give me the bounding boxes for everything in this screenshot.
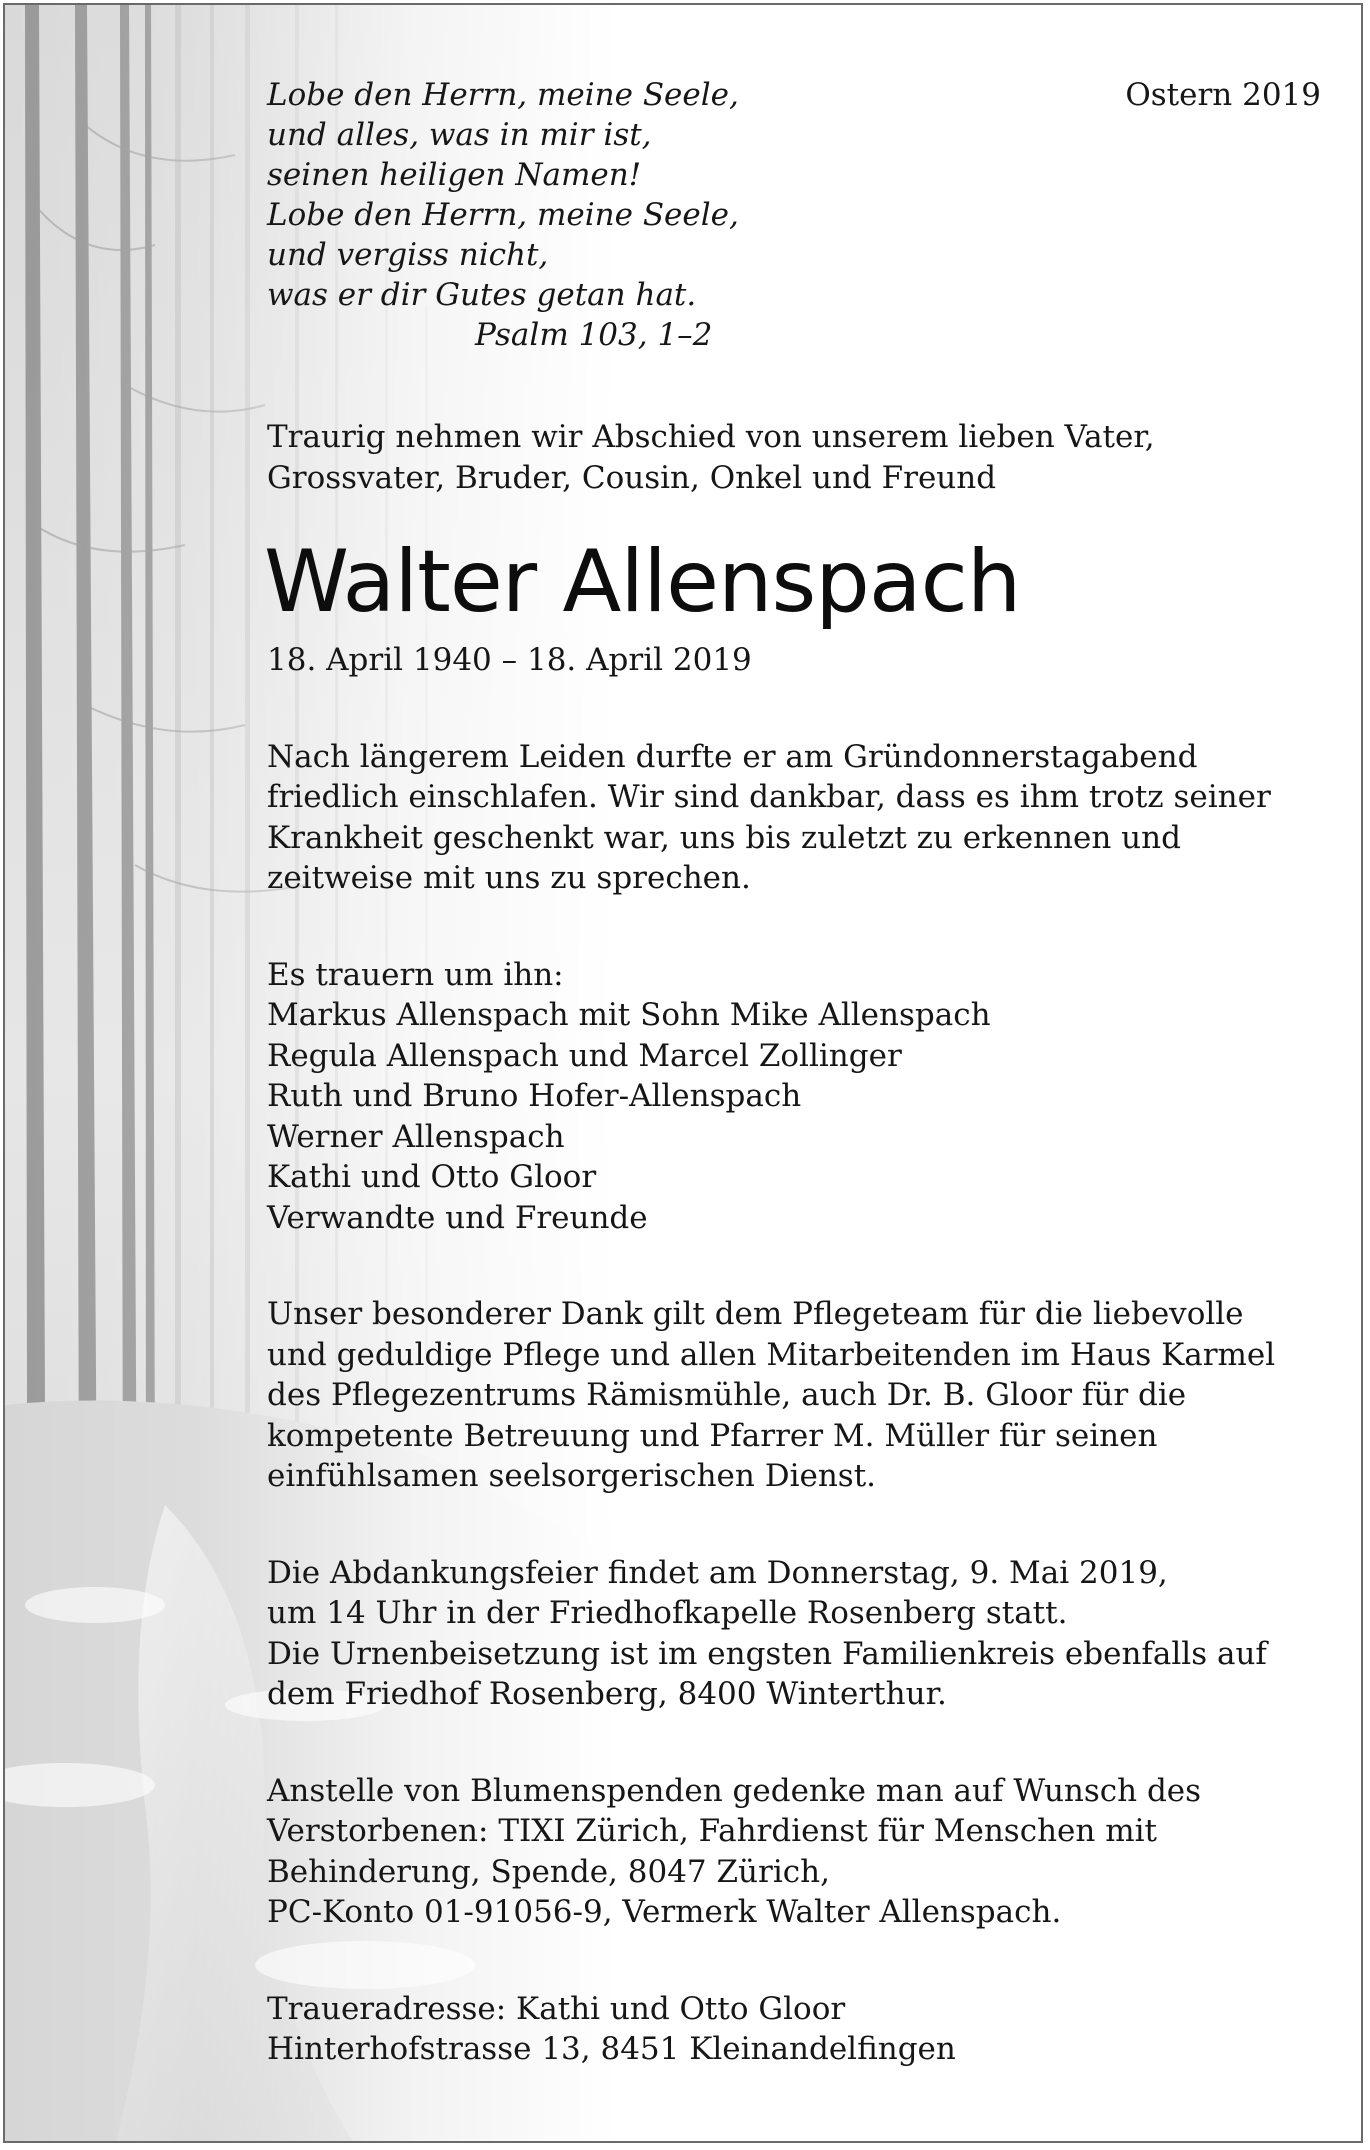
bible-verse [267,75,1307,355]
mourner-name: Kathi und Otto Gloor [267,1159,597,1195]
mourners-heading: Es trauern um ihn: [267,956,564,993]
mourner-name: Regula Allenspach und Marcel Zollinger [267,1037,902,1074]
ceremony-text [267,1553,1307,1715]
thanks-line: des Pflegezentrums Rämismühle, auch Dr. B. Gloor für die [267,1377,1187,1413]
verse-reference: Psalm 103, 1–2 [475,317,713,353]
address-line: Hinterhofstrasse 13, 8451 Kleinandelfingen [267,2031,956,2067]
passing-line: friedlich einschlafen. Wir sind dankbar, dass es ihm trotz seiner [267,779,1271,815]
verse-line: und alles, was in mir ist, [267,117,652,153]
obituary-card [3,3,1363,2143]
passing-text [267,737,1307,899]
verse-line: was er dir Gutes getan hat. [267,277,697,313]
intro-text [267,417,1307,498]
thanks-line: kompetente Betreuung und Pfarrer M. Müller für seinen [267,1417,1158,1454]
address-line: Traueradresse: Kathi und Otto Gloor [267,1990,846,2027]
donation-text [267,1771,1307,1933]
thanks-line: einfühlsamen seelsorgerischen Dienst. [267,1458,877,1494]
thanks-line: und geduldige Pflege und allen Mitarbeitenden im Haus Karmel [267,1336,1276,1373]
ceremony-line: um 14 Uhr in der Friedhofkapelle Rosenberg statt. [267,1595,1068,1631]
obituary-content [264,75,1307,2070]
ceremony-line: dem Friedhof Rosenberg, 8400 Winterthur. [267,1676,947,1712]
mourner-name: Ruth und Bruno Hofer-Allenspach [267,1078,802,1114]
passing-line: Nach längerem Leiden durfte er am Gründonnerstagabend [267,738,1198,775]
ceremony-line: Die Abdankungsfeier findet am Donnerstag, 9. Mai 2019, [267,1554,1168,1591]
passing-line: zeitweise mit uns zu sprechen. [267,860,751,896]
mourners-list [267,955,1307,1239]
verse-line: Lobe den Herrn, meine Seele, [267,77,739,113]
deceased-name: Walter Allenspach [264,532,1021,632]
mourner-name: Verwandte und Freunde [267,1199,648,1236]
verse-line: und vergiss nicht, [267,237,549,273]
thanks-text [267,1294,1307,1497]
thanks-line: Unser besonderer Dank gilt dem Pflegeteam für die liebevolle [267,1296,1244,1332]
verse-line: seinen heiligen Namen! [267,157,642,193]
donation-line: Anstelle von Blumenspenden gedenke man auf Wunsch des [267,1772,1202,1809]
mourner-name: Werner Allenspach [267,1118,565,1155]
donation-line: PC-Konto 01-91056-9, Vermerk Walter Allenspach. [267,1894,1062,1930]
intro-line: Traurig nehmen wir Abschied von unserem lieben Vater, [267,419,1155,455]
mourning-address [267,1989,1307,2070]
verse-line: Lobe den Herrn, meine Seele, [267,197,739,233]
mourner-name: Markus Allenspach mit Sohn Mike Allenspach [267,997,991,1033]
passing-line: Krankheit geschenkt war, uns bis zuletzt zu erkennen und [267,819,1181,856]
ceremony-line: Die Urnenbeisetzung ist im engsten Familienkreis ebenfalls auf [267,1635,1267,1672]
donation-line: Behinderung, Spende, 8047 Zürich, [267,1853,830,1890]
donation-line: Verstorbenen: TIXI Zürich, Fahrdienst für Menschen mit [267,1813,1157,1849]
intro-line: Grossvater, Bruder, Cousin, Onkel und Freund [267,459,997,496]
date-label: Ostern 2019 [1125,77,1321,113]
life-dates: 18. April 1940 – 18. April 2019 [267,642,752,678]
